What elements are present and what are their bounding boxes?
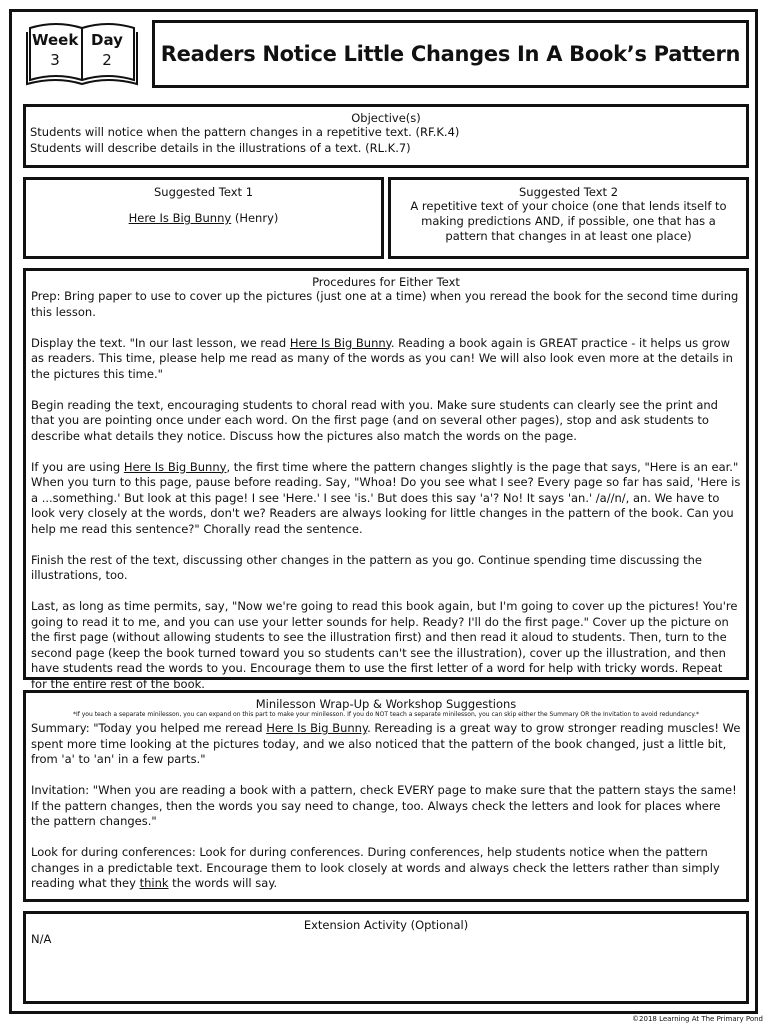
procedures-finish: Finish the rest of the text, discussing other changes in the pattern as you go. Continue spending time discussing the illustrations, too. bbox=[31, 552, 702, 582]
day-cell bbox=[84, 30, 130, 70]
objective-box bbox=[23, 104, 749, 168]
procedures-display bbox=[31, 336, 741, 383]
extension-heading: Extension Activity (Optional) bbox=[303, 918, 469, 932]
copyright-footer: ©2018 Learning At The Primary Pond bbox=[632, 1015, 763, 1023]
procedures-prep: Prep: Bring paper to use to cover up the pictures (just one at a time) when you reread the book for the second time during this lesson. bbox=[31, 289, 739, 319]
suggested-text-2-heading: Suggested Text 2 bbox=[518, 185, 619, 199]
suggested-text-1-content bbox=[32, 211, 375, 225]
suggested-text-1-heading: Suggested Text 1 bbox=[153, 185, 254, 199]
procedures-pattern-text-a: If you are using bbox=[31, 459, 124, 474]
wrapup-summary bbox=[31, 721, 741, 768]
wrapup-conferences bbox=[31, 845, 741, 892]
procedures-pattern-book: Here Is Big Bunny bbox=[123, 459, 227, 474]
procedures-body bbox=[31, 289, 741, 692]
day-number: 2 bbox=[102, 51, 112, 69]
wrapup-conferences-text-b: the words will say. bbox=[168, 876, 278, 890]
suggested-text-1-box bbox=[23, 177, 384, 259]
procedures-box bbox=[23, 268, 749, 691]
wrapup-conferences-think: think bbox=[139, 876, 169, 890]
title-box bbox=[152, 20, 749, 88]
procedures-display-text-a: Display the text. "In our last lesson, we read bbox=[31, 335, 290, 350]
wrapup-conferences-text-a: Look for during conferences: Look for during conferences. During conferences, help students notice when the pattern changes in a predictable text. Encourage them to look closely at words and always check the letters rather than simply reading what they bbox=[31, 845, 720, 890]
procedures-last: Last, as long as time permits, say, "Now we're going to read this book again, but I'm going to cover up the pictures! You're going to read it to me, and you can use your letter sounds for help. Ready? I'll do the first page." Cover up the picture on the first page (without allowing students to see the illustration first) and then read it aloud to students. Then, turn to the second page (keep the book turned toward you so students can't see the illustration), cover up the illustration, and then have students read the words to you. Encourage them to use the first letter of a word for help with tricky words. Repeat for the entire rest of the book. bbox=[31, 599, 738, 691]
week-number: 3 bbox=[50, 51, 60, 69]
procedures-heading: Procedures for Either Text bbox=[312, 275, 460, 289]
wrapup-summary-text-a: Summary: "Today you helped me reread bbox=[31, 721, 267, 735]
week-label: Week bbox=[32, 31, 79, 49]
wrapup-body bbox=[31, 721, 741, 892]
wrapup-summary-book: Here Is Big Bunny bbox=[266, 721, 368, 735]
suggested-text-1-book: Here Is Big Bunny bbox=[128, 211, 232, 225]
day-label: Day bbox=[91, 31, 123, 49]
objective-line-2: Students will describe details in the illustrations of a text. (RL.K.7) bbox=[30, 140, 411, 155]
wrapup-note: *If you teach a separate minilesson, you can expand on this part to make your minilesson. If you do NOT teach a separate minilesson, you can skip either the Summary OR the Invitation to avoid redundancy.* bbox=[72, 711, 700, 718]
procedures-pattern-text-b: , the first time where the pattern changes slightly is the page that says, "Here is an ear." When you turn to this page, pause before reading. Say, "Whoa! Do you see what I see? Every page so far has said, 'Here is a ...something.' But look at this page! I see 'Here.' I see 'is.' But does this say 'a'? No! It says 'an.' /a//n/, an. We have to look very closely at the words, don't we? Readers are always looking for little changes in the pattern of the book. Can you help me read this sentence?" Chorally read the sentence. bbox=[31, 459, 741, 536]
wrapup-invitation: Invitation: "When you are reading a book with a pattern, check EVERY page to make sure that the pattern stays the same! If the pattern changes, then the words you say need to change, too. Always check the letters and look for places where the pattern changes." bbox=[31, 783, 737, 828]
objective-heading: Objective(s) bbox=[351, 111, 421, 125]
suggested-text-2-box bbox=[388, 177, 749, 259]
wrapup-box bbox=[23, 690, 749, 902]
objective-line-1: Students will notice when the pattern changes in a repetitive text. (RF.K.4) bbox=[30, 125, 460, 139]
page-title: Readers Notice Little Changes In A Book’s Pattern bbox=[160, 42, 741, 66]
procedures-pattern bbox=[31, 460, 741, 538]
extension-box bbox=[23, 911, 749, 1004]
procedures-display-book: Here Is Big Bunny bbox=[289, 335, 391, 350]
suggested-text-1-author: (Henry) bbox=[231, 211, 279, 225]
wrapup-heading: Minilesson Wrap-Up & Workshop Suggestions bbox=[255, 697, 517, 711]
procedures-display-text-b: . Reading a book again is GREAT practice - it helps us grow as readers. This time, please help me read as many of the words as you can! We will also look even more at the details in the pictures this time." bbox=[31, 335, 733, 381]
week-cell bbox=[32, 30, 78, 70]
suggested-text-2-body: A repetitive text of your choice (one that lends itself to making predictions AND, if possible, one that has a pattern that changes in at least one place) bbox=[410, 199, 727, 243]
procedures-begin: Begin reading the text, encouraging students to choral read with you. Make sure students can clearly see the print and that you are pointing once under each word. On the first page (and on several other pages), stop and ask students to describe what details they notice. Discuss how the pictures also match the words on the page. bbox=[31, 397, 718, 443]
week-day-book-badge bbox=[26, 22, 138, 86]
wrapup-summary-text-b: . Rereading is a great way to grow stronger reading muscles! We spent more time looking at the pictures today, and we also noticed that the pattern of the book changed, just a little bit, from 'a' to 'an' in a few parts." bbox=[31, 721, 741, 766]
extension-body: N/A bbox=[31, 932, 52, 946]
